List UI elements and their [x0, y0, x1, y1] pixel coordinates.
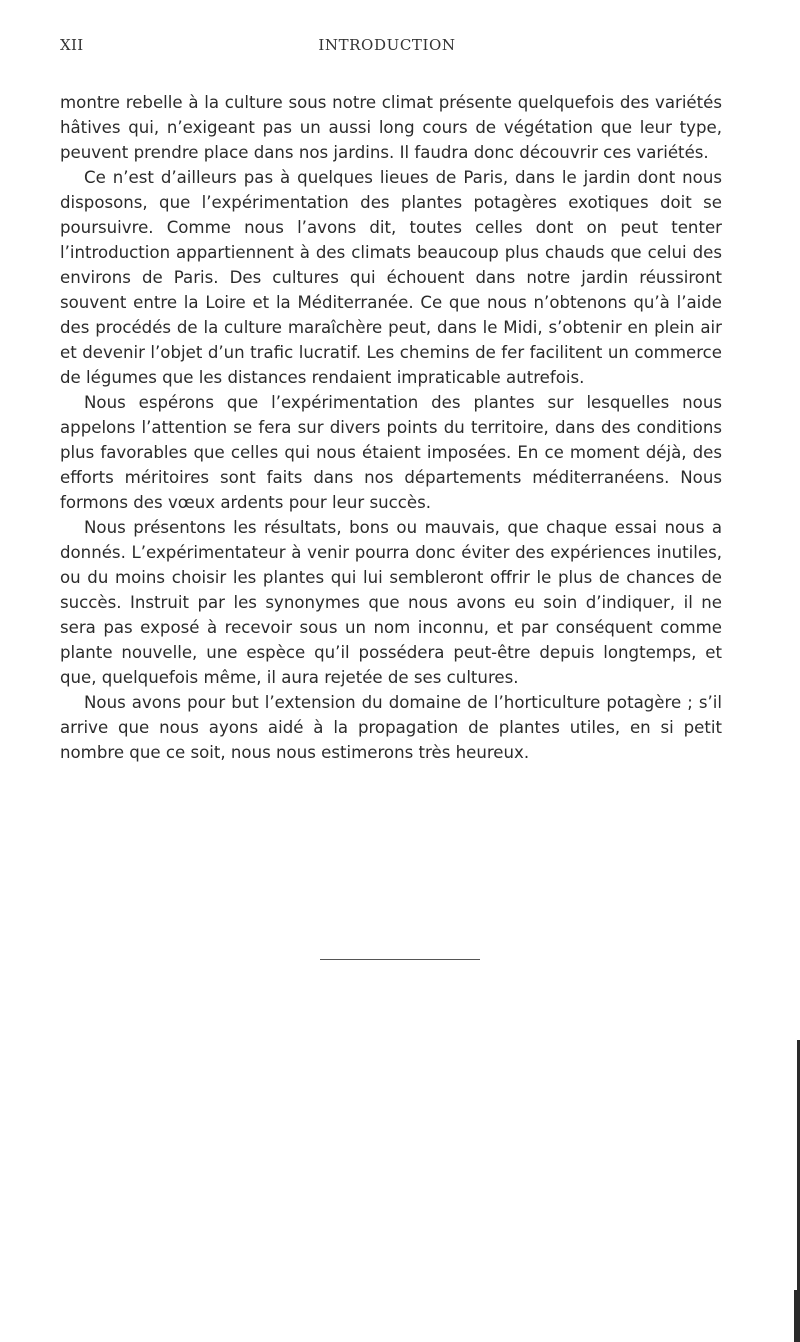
section-end-rule	[320, 959, 480, 960]
section-title: INTRODUCTION	[318, 36, 456, 54]
page-number: XII	[60, 36, 84, 54]
paragraph-2: Ce n’est d’ailleurs pas à quelques lieues de Paris, dans le jardin dont nous disposons, que l’expérimentation des plantes potagères exotiques doit se poursuivre. Comme nous l’avons dit, toutes celles dont on peut tenter l’introduction appartiennent à des climats beaucoup plus chauds que celui des environs de Paris. Des cultures qui échouent dans notre jardin réussiront souvent entre la Loire et la Méditerranée. Ce que nous n’obtenons qu’à l’aide des procédés de la culture maraîchère peut, dans le Midi, s’obtenir en plein air et devenir l’objet d’un trafic lucratif. Les chemins de fer facilitent un commerce de légumes que les distances rendaient impraticable autrefois.	[60, 168, 722, 387]
running-head	[60, 36, 714, 60]
body-text	[60, 90, 722, 765]
paragraph-3: Nous espérons que l’expérimentation des plantes sur lesquelles nous appelons l’attention se fera sur divers points du territoire, dans des conditions plus favorables que celles qui nous étaient imposées. En ce moment déjà, des efforts méritoires sont faits dans nos départements méditerranéens. Nous formons des vœux ardents pour leur succès.	[60, 393, 722, 512]
paragraph-4: Nous présentons les résultats, bons ou mauvais, que chaque essai nous a donnés. L’expérimentateur à venir pourra donc éviter des expériences inutiles, ou du moins choisir les plantes qui lui sembleront offrir le plus de chances de succès. Instruit par les synonymes que nous avons eu soin d’indiquer, il ne sera pas exposé à recevoir sous un nom inconnu, et par conséquent comme plante nouvelle, une espèce qu’il possédera peut-être depuis longtemps, et que, quelquefois même, il aura rejetée de ses cultures.	[60, 518, 722, 687]
paragraph-1: montre rebelle à la culture sous notre climat présente quelquefois des variétés hâtives qui, n’exigeant pas un aussi long cours de végétation que leur type, peuvent prendre place dans nos jardins. Il faudra donc découvrir ces variétés.	[60, 93, 722, 162]
page-edge-shadow-bottom	[794, 1290, 800, 1342]
paragraph-5: Nous avons pour but l’extension du domaine de l’horticulture potagère ; s’il arrive que nous ayons aidé à la propagation de plantes utiles, en si petit nombre que ce soit, nous nous estimerons très heureux.	[60, 693, 722, 762]
